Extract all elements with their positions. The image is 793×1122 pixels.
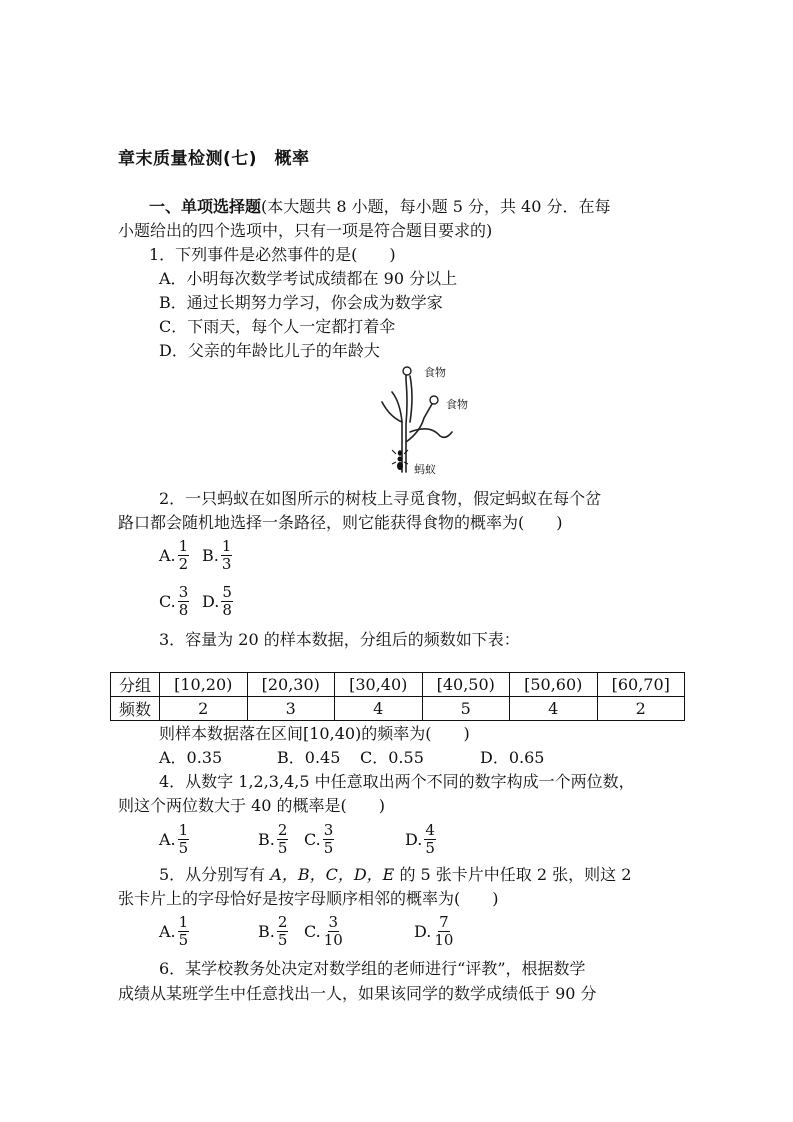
numerator: 4 bbox=[425, 821, 435, 839]
branch-inner bbox=[410, 376, 412, 422]
q2-option-a-fraction bbox=[178, 538, 190, 573]
table-cell: 3 bbox=[247, 697, 335, 721]
table-cell: [30,40) bbox=[335, 673, 423, 697]
table-cell: 5 bbox=[422, 697, 510, 721]
numerator: 1 bbox=[178, 821, 189, 839]
section-intro-b: 小题给出的四个选项中，只有一项是符合题目要求的) bbox=[118, 221, 493, 240]
denominator: 5 bbox=[178, 931, 189, 949]
q2-stem-a: 2．一只蚂蚁在如图所示的树枝上寻觅食物，假定蚂蚁在每个岔 bbox=[159, 489, 602, 508]
q3-followup: 则样本数据落在区间[10,40)的频率为( ) bbox=[159, 724, 470, 743]
q5-option-b bbox=[258, 914, 290, 949]
numerator: 3 bbox=[323, 821, 334, 839]
denominator: 10 bbox=[434, 931, 454, 949]
q4-option-b-fraction bbox=[277, 822, 289, 857]
denominator: 5 bbox=[323, 839, 334, 857]
q2-option-d-fraction bbox=[221, 584, 233, 619]
denominator: 5 bbox=[425, 839, 435, 857]
q5-option-d-letter: D. bbox=[414, 922, 432, 941]
q4-option-d-letter: D. bbox=[405, 830, 423, 849]
denominator: 5 bbox=[178, 839, 189, 857]
q5-option-b-fraction bbox=[277, 914, 289, 949]
q3-stem: 3．容量为 20 的样本数据，分组后的频数如下表： bbox=[159, 630, 520, 649]
table-row-groups bbox=[111, 673, 685, 697]
table-cell: [40,50) bbox=[422, 673, 510, 697]
denominator: 8 bbox=[178, 601, 189, 619]
q4-option-c bbox=[304, 822, 336, 857]
table-cell: 2 bbox=[597, 697, 685, 721]
q3-option-d: D．0.65 bbox=[480, 748, 545, 767]
q5-option-d-fraction bbox=[433, 914, 454, 949]
q5-option-c-letter: C. bbox=[304, 922, 321, 941]
q5-option-b-letter: B. bbox=[258, 922, 275, 941]
frequency-table bbox=[110, 672, 685, 721]
q2-option-c-letter: C. bbox=[159, 592, 176, 611]
table-cell: 2 bbox=[160, 697, 248, 721]
q2-option-c-fraction bbox=[178, 584, 190, 619]
q4-stem-b: 则这个两位数大于 40 的概率是( ) bbox=[118, 796, 386, 815]
q4-option-c-fraction bbox=[323, 822, 335, 857]
denominator: 10 bbox=[323, 931, 343, 949]
q4-option-d bbox=[405, 822, 438, 857]
q1-option-b: B．通过长期努力学习，你会成为数学家 bbox=[159, 293, 443, 312]
q4-option-a-fraction bbox=[178, 822, 190, 857]
trunk-main-branch bbox=[406, 374, 407, 472]
table-cell: [50,60) bbox=[510, 673, 598, 697]
food-right-icon bbox=[430, 396, 438, 404]
table-header-group: 分组 bbox=[111, 673, 160, 697]
q5-option-c bbox=[304, 914, 346, 949]
numerator: 1 bbox=[178, 537, 189, 555]
q6-stem-b: 成绩从某班学生中任意找出一人，如果该同学的数学成绩低于 90 分 bbox=[118, 984, 597, 1003]
q5-option-a-fraction bbox=[178, 914, 190, 949]
q5-stem-a bbox=[159, 864, 631, 886]
table-cell: [60,70] bbox=[597, 673, 685, 697]
numerator: 1 bbox=[178, 913, 189, 931]
section-intro-a: (本大题共 8 小题，每小题 5 分，共 40 分．在每 bbox=[261, 197, 611, 216]
q4-option-d-fraction bbox=[424, 822, 436, 857]
q5-stem-b: 张卡片上的字母恰好是按字母顺序相邻的概率为( ) bbox=[118, 889, 499, 908]
q5-option-a bbox=[159, 914, 191, 949]
section-intro-line-1 bbox=[149, 196, 611, 218]
q1-option-c: C．下雨天，每个人一定都打着伞 bbox=[159, 317, 396, 336]
numerator: 3 bbox=[178, 583, 189, 601]
q5-option-d bbox=[414, 914, 456, 949]
ant-label: 蚂蚁 bbox=[414, 463, 436, 476]
denominator: 5 bbox=[277, 931, 288, 949]
q2-option-b-fraction bbox=[221, 538, 233, 573]
q4-option-b bbox=[258, 822, 290, 857]
q5-option-c-fraction bbox=[323, 914, 344, 949]
q6-stem-a: 6．某学校教务处决定对数学组的老师进行“评教”，根据数学 bbox=[159, 959, 586, 978]
q5-stem-pre: 5．从分别写有 bbox=[159, 865, 271, 884]
q2-option-d bbox=[202, 584, 235, 619]
q3-option-b: B．0.45 bbox=[277, 748, 341, 767]
food-top-label: 食物 bbox=[424, 366, 446, 379]
denominator: 8 bbox=[222, 601, 232, 619]
q2-option-d-letter: D. bbox=[202, 592, 220, 611]
q4-option-b-letter: B. bbox=[258, 830, 275, 849]
numerator: 2 bbox=[277, 913, 288, 931]
q1-option-d: D．父亲的年龄比儿子的年龄大 bbox=[159, 341, 380, 360]
q5-option-a-letter: A. bbox=[159, 922, 176, 941]
q2-option-a bbox=[159, 538, 191, 573]
q2-option-b bbox=[202, 538, 234, 573]
q4-stem-a: 4．从数字 1,2,3,4,5 中任意取出两个不同的数字构成一个两位数， bbox=[159, 772, 635, 791]
page-title: 章末质量检测(七) 概率 bbox=[118, 149, 310, 169]
table-header-count: 频数 bbox=[111, 697, 160, 721]
denominator: 2 bbox=[178, 555, 189, 573]
branch-right bbox=[406, 404, 432, 442]
numerator: 1 bbox=[221, 537, 232, 555]
food-right-label: 食物 bbox=[446, 398, 468, 411]
q3-option-a: A．0.35 bbox=[159, 748, 223, 767]
q2-option-c bbox=[159, 584, 191, 619]
table-cell: [20,30) bbox=[247, 673, 335, 697]
denominator: 5 bbox=[277, 839, 288, 857]
q2-stem-b: 路口都会随机地选择一条路径，则它能获得食物的概率为( ) bbox=[118, 513, 563, 532]
q2-option-b-letter: B. bbox=[202, 546, 219, 565]
q5-letters: A，B，C，D，E bbox=[270, 865, 395, 884]
q2-option-a-letter: A. bbox=[159, 546, 176, 565]
table-cell: 4 bbox=[335, 697, 423, 721]
q3-option-c: C．0.55 bbox=[360, 748, 424, 767]
q4-option-a-letter: A. bbox=[159, 830, 176, 849]
table-cell: [10,20) bbox=[160, 673, 248, 697]
numerator: 3 bbox=[328, 913, 339, 931]
q1-option-a: A．小明每次数学考试成绩都在 90 分以上 bbox=[159, 269, 458, 288]
q5-stem-post: 的 5 张卡片中任取 2 张，则这 2 bbox=[394, 865, 632, 884]
section-heading: 一、单项选择题 bbox=[149, 197, 262, 216]
q4-option-a bbox=[159, 822, 191, 857]
ant-tree-figure bbox=[380, 362, 490, 477]
table-cell: 4 bbox=[510, 697, 598, 721]
q1-stem: 1．下列事件是必然事件的是( ) bbox=[149, 245, 396, 264]
numerator: 5 bbox=[222, 583, 232, 601]
q4-option-c-letter: C. bbox=[304, 830, 321, 849]
food-top-icon bbox=[403, 367, 411, 375]
denominator: 3 bbox=[221, 555, 232, 573]
numerator: 2 bbox=[277, 821, 288, 839]
numerator: 7 bbox=[439, 913, 449, 931]
table-row-counts bbox=[111, 697, 685, 721]
